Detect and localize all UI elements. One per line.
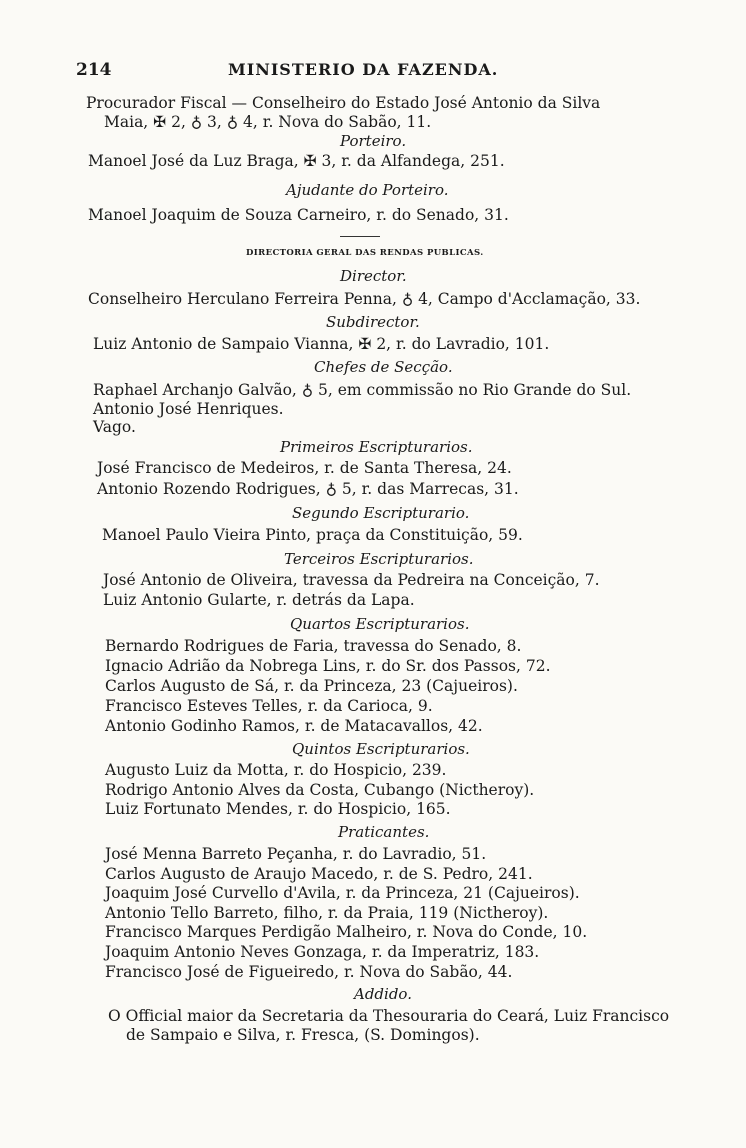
addido-entry-line-1: O Official maior da Secretaria da Thesouraria do Ceará, Luiz Francisco (108, 1007, 670, 1025)
addido-heading: Addido. (354, 985, 412, 1003)
list-item: José Francisco de Medeiros, r. de Santa Theresa, 24. (97, 459, 512, 477)
list-item: Antonio José Henriques. (93, 400, 284, 418)
running-title: MINISTERIO DA FAZENDA. (228, 60, 499, 79)
chefes-heading: Chefes de Secção. (314, 358, 453, 376)
ajudante-heading: Ajudante do Porteiro. (286, 181, 449, 199)
list-item: Bernardo Rodrigues de Faria, travessa do Senado, 8. (105, 637, 522, 655)
list-item: Vago. (93, 418, 136, 436)
ajudante-entry: Manoel Joaquim de Souza Carneiro, r. do Senado, 31. (88, 206, 509, 224)
praticantes-heading: Praticantes. (338, 823, 430, 841)
porteiro-entry: Manoel José da Luz Braga, ✠ 3, r. da Alfandega, 251. (88, 152, 505, 170)
addido-entry-line-2: de Sampaio e Silva, r. Fresca, (S. Domingos). (126, 1026, 480, 1044)
list-item: Joaquim Antonio Neves Gonzaga, r. da Imperatriz, 183. (105, 943, 540, 961)
list-item: Carlos Augusto de Sá, r. da Princeza, 23 (Cajueiros). (105, 677, 518, 695)
list-item: Antonio Tello Barreto, filho, r. da Praia, 119 (Nictheroy). (105, 904, 549, 922)
segundo-heading: Segundo Escripturario. (292, 504, 470, 522)
list-item: Francisco José de Figueiredo, r. Nova do Sabão, 44. (105, 963, 513, 981)
list-item: Carlos Augusto de Araujo Macedo, r. de S. Pedro, 241. (105, 865, 533, 883)
directoria-title: DIRECTORIA GERAL DAS RENDAS PUBLICAS. (246, 248, 484, 258)
director-heading: Director. (340, 267, 407, 285)
procurador-line-1: Procurador Fiscal — Conselheiro do Estado José Antonio da Silva (86, 94, 601, 112)
list-item: Antonio Godinho Ramos, r. de Matacavallos, 42. (105, 717, 483, 735)
director-entry: Conselheiro Herculano Ferreira Penna, ♁ 4, Campo d'Acclamação, 33. (88, 290, 641, 308)
list-item: Rodrigo Antonio Alves da Costa, Cubango (Nictheroy). (105, 781, 535, 799)
list-item: Manoel Paulo Vieira Pinto, praça da Constituição, 59. (102, 526, 523, 544)
running-head (0, 60, 746, 84)
quintos-heading: Quintos Escripturarios. (292, 740, 470, 758)
list-item: Luiz Antonio Gularte, r. detrás da Lapa. (103, 591, 415, 609)
list-item: Joaquim José Curvello d'Avila, r. da Princeza, 21 (Cajueiros). (105, 884, 580, 902)
procurador-line-2: Maia, ✠ 2, ♁ 3, ♁ 4, r. Nova do Sabão, 11. (104, 113, 432, 131)
subdirector-entry: Luiz Antonio de Sampaio Vianna, ✠ 2, r. do Lavradio, 101. (93, 335, 550, 353)
list-item: Luiz Fortunato Mendes, r. do Hospicio, 165. (105, 800, 451, 818)
list-item: José Antonio de Oliveira, travessa da Pedreira na Conceição, 7. (103, 571, 600, 589)
list-item: Francisco Marques Perdigão Malheiro, r. Nova do Conde, 10. (105, 923, 588, 941)
list-item: Antonio Rozendo Rodrigues, ♁ 5, r. das Marrecas, 31. (97, 480, 519, 498)
list-item: Ignacio Adrião da Nobrega Lins, r. do Sr. dos Passos, 72. (105, 657, 551, 675)
list-item: Augusto Luiz da Motta, r. do Hospicio, 239. (105, 761, 447, 779)
primeiros-heading: Primeiros Escripturarios. (280, 438, 473, 456)
list-item: Francisco Esteves Telles, r. da Carioca, 9. (105, 697, 433, 715)
terceiros-heading: Terceiros Escripturarios. (284, 550, 474, 568)
list-item: Raphael Archanjo Galvão, ♁ 5, em commissão no Rio Grande do Sul. (93, 381, 632, 399)
page-number: 214 (76, 60, 112, 80)
subdirector-heading: Subdirector. (326, 313, 420, 331)
list-item: José Menna Barreto Peçanha, r. do Lavradio, 51. (105, 845, 487, 863)
section-rule (340, 236, 380, 237)
porteiro-heading: Porteiro. (340, 132, 407, 150)
quartos-heading: Quartos Escripturarios. (290, 615, 470, 633)
